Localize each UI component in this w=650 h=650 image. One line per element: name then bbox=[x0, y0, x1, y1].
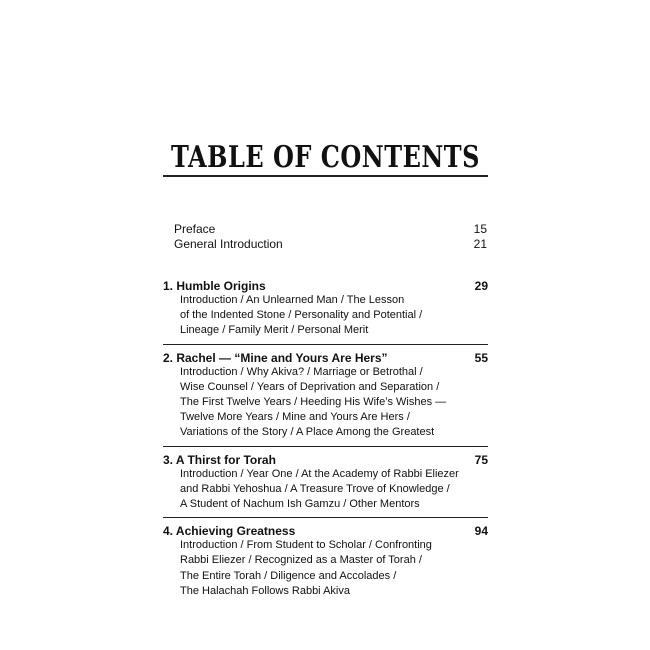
chapter-title: 4. Achieving Greatness bbox=[163, 524, 296, 539]
chapter-contents-line: Rabbi Eliezer / Recognized as a Master of Torah / bbox=[180, 554, 422, 567]
front-matter-list bbox=[174, 222, 487, 252]
chapter-title: 3. A Thirst for Torah bbox=[163, 452, 276, 467]
chapter-entry-3 bbox=[163, 453, 488, 513]
chapter-heading bbox=[163, 524, 488, 538]
chapter-contents-line: A Student of Nachum Ish Gamzu / Other Mentors bbox=[180, 498, 420, 511]
chapter-divider bbox=[163, 344, 488, 345]
front-matter-label: Preface bbox=[174, 222, 216, 236]
chapter-contents-line: Variations of the Story / A Place Among the Greatest bbox=[180, 426, 435, 439]
chapter-contents-line: of the Indented Stone / Personality and Potential / bbox=[180, 309, 423, 322]
chapter-divider bbox=[163, 517, 488, 518]
front-matter-entry-general-introduction bbox=[174, 237, 487, 252]
chapter-contents-line: and Rabbi Yehoshua / A Treasure Trove of Knowledge / bbox=[180, 482, 450, 495]
title-rule bbox=[163, 175, 488, 177]
chapter-heading bbox=[163, 453, 488, 467]
chapter-contents bbox=[180, 467, 488, 513]
chapter-contents-line: Wise Counsel / Years of Deprivation and Separation / bbox=[180, 380, 440, 393]
chapter-entry-1 bbox=[163, 279, 488, 339]
page-title: TABLE OF CONTENTS bbox=[170, 138, 480, 175]
chapter-entry-4 bbox=[163, 524, 488, 599]
chapter-title: 1. Humble Origins bbox=[163, 279, 266, 293]
chapter-contents-line: Introduction / Year One / At the Academy of Rabbi Eliezer bbox=[180, 467, 459, 480]
chapter-page: 55 bbox=[474, 350, 488, 365]
chapter-contents-line: The Entire Torah / Diligence and Accolades / bbox=[180, 569, 397, 582]
chapter-page: 94 bbox=[474, 524, 488, 539]
front-matter-label: General Introduction bbox=[174, 237, 283, 251]
front-matter-page: 21 bbox=[473, 237, 487, 251]
chapter-heading bbox=[163, 279, 488, 293]
chapter-entry-2 bbox=[163, 351, 488, 441]
chapter-contents-line: Introduction / An Unlearned Man / The Lesson bbox=[180, 294, 405, 306]
front-matter-page: 15 bbox=[473, 222, 487, 236]
chapter-page: 29 bbox=[474, 279, 488, 293]
chapter-title: 2. Rachel — “Mine and Yours Are Hers” bbox=[163, 350, 388, 365]
chapter-contents-line: Introduction / From Student to Scholar / Confronting bbox=[180, 539, 432, 552]
chapter-heading bbox=[163, 351, 488, 365]
chapter-contents-line: Introduction / Why Akiva? / Marriage or Betrothal / bbox=[180, 365, 423, 378]
chapter-contents-line: Twelve More Years / Mine and Yours Are Hers / bbox=[180, 411, 410, 424]
chapter-contents-line: The First Twelve Years / Heeding His Wife’s Wishes — bbox=[180, 396, 447, 409]
chapter-divider bbox=[163, 446, 488, 447]
chapter-contents-line: The Halachah Follows Rabbi Akiva bbox=[180, 584, 350, 597]
chapter-contents-line: Lineage / Family Merit / Personal Merit bbox=[180, 324, 369, 337]
chapter-page: 75 bbox=[474, 452, 488, 467]
chapter-list bbox=[163, 279, 488, 599]
chapter-contents bbox=[180, 293, 488, 339]
chapter-contents bbox=[180, 365, 488, 441]
front-matter-entry-preface bbox=[174, 222, 487, 237]
chapter-contents bbox=[180, 538, 488, 599]
